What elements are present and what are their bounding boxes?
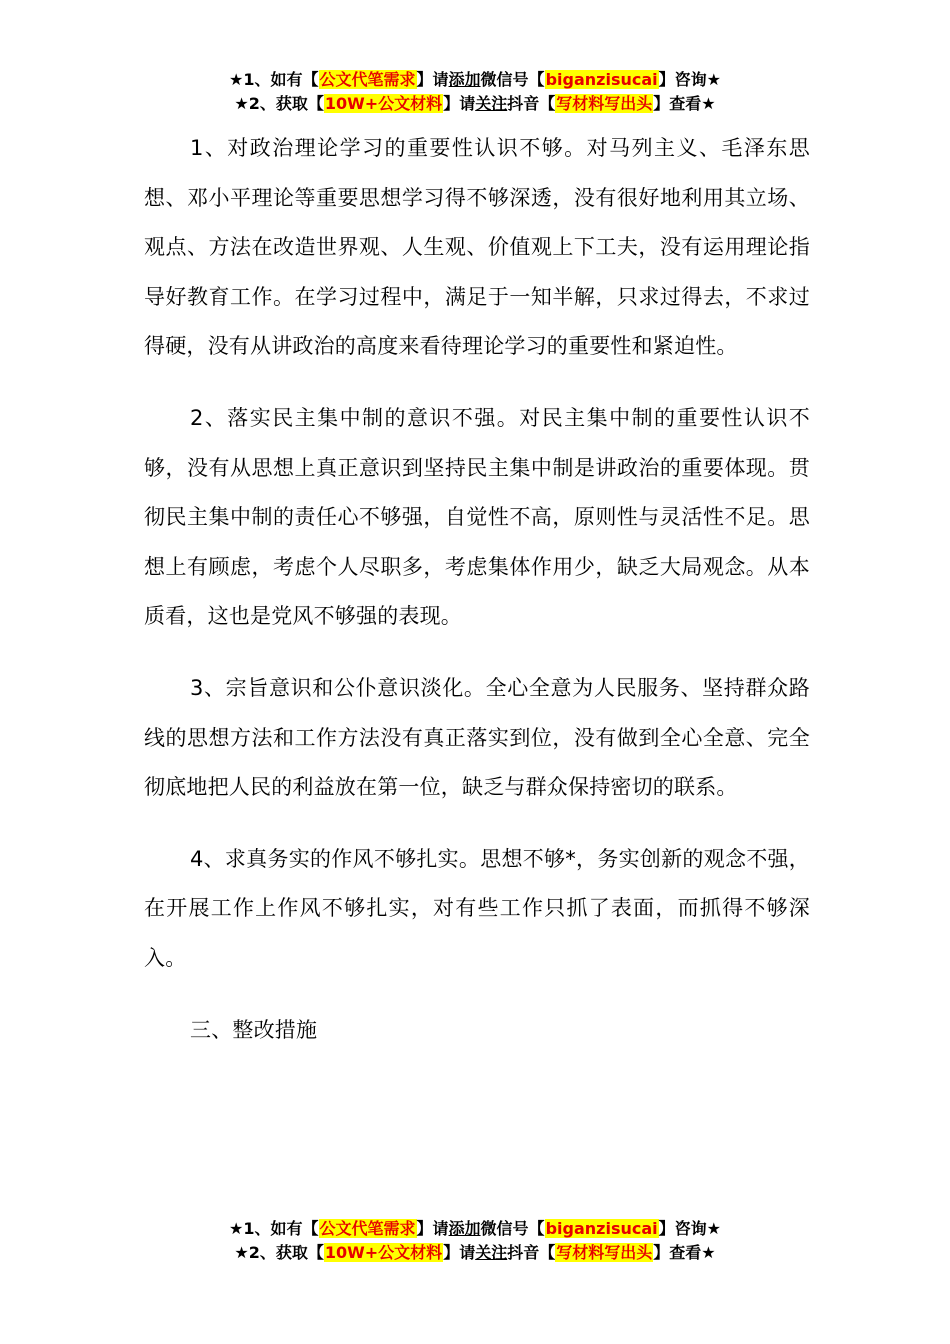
underlined-text: 关注: [475, 94, 508, 113]
highlight-materials: 10W+公文材料: [324, 1243, 443, 1262]
banner-text: 】请: [443, 94, 476, 113]
banner-text: 微信号【: [480, 1219, 545, 1238]
banner-text: 】请: [416, 1219, 449, 1238]
document-body: [144, 124, 810, 1055]
highlight-wechat-id: biganzisucai: [545, 70, 658, 89]
underlined-text: 添加: [448, 1219, 481, 1238]
header-banner: [0, 68, 950, 116]
banner-text: 】查看★: [653, 1243, 716, 1262]
banner-text: ★2、获取【: [234, 1243, 324, 1262]
banner-line-2: [0, 1241, 950, 1265]
paragraph-4: 4、求真务实的作风不够扎实。思想不够*，务实创新的观念不强，在开展工作上作风不够扎实，对有些工作只抓了表面，而抓得不够深入。: [144, 846, 810, 970]
highlight-materials: 10W+公文材料: [324, 94, 443, 113]
underlined-text: 添加: [448, 70, 481, 89]
banner-text: 】咨询★: [658, 1219, 721, 1238]
highlight-service: 公文代笔需求: [319, 70, 416, 89]
section-heading: 三、整改措施: [190, 1017, 318, 1042]
underlined-text: 关注: [475, 1243, 508, 1262]
banner-text: 抖音【: [507, 94, 556, 113]
highlight-douyin-account: 写材料写出头: [556, 94, 653, 113]
banner-text: ★1、如有【: [229, 70, 319, 89]
banner-text: 】请: [443, 1243, 476, 1262]
banner-text: 微信号【: [480, 70, 545, 89]
banner-text: 】请: [416, 70, 449, 89]
footer-banner: [0, 1217, 950, 1265]
paragraph-3: 3、宗旨意识和公仆意识淡化。全心全意为人民服务、坚持群众路线的思想方法和工作方法没有真正落实到位，没有做到全心全意、完全彻底地把人民的利益放在第一位，缺乏与群众保持密切的联系。: [144, 675, 810, 800]
banner-text: ★2、获取【: [234, 94, 324, 113]
banner-line-2: [0, 92, 950, 116]
highlight-wechat-id: biganzisucai: [545, 1219, 658, 1238]
banner-text: 抖音【: [507, 1243, 556, 1262]
paragraph-1: 1、对政治理论学习的重要性认识不够。对马列主义、毛泽东思想、邓小平理论等重要思想学习得不够深透，没有很好地利用其立场、观点、方法在改造世界观、人生观、价值观上下工夫，没有运用理论指导好教育工作。在学习过程中，满足于一知半解，只求过得去，不求过得硬，没有从讲政治的高度来看待理论学习的重要性和紧迫性。: [144, 136, 810, 359]
highlight-service: 公文代笔需求: [319, 1219, 416, 1238]
paragraph-2: 2、落实民主集中制的意识不强。对民主集中制的重要性认识不够，没有从思想上真正意识到坚持民主集中制是讲政治的重要体现。贯彻民主集中制的责任心不够强，自觉性不高，原则性与灵活性不足。思想上有顾虑，考虑个人尽职多，考虑集体作用少，缺乏大局观念。从本质看，这也是党风不够强的表现。: [144, 405, 810, 629]
banner-text: ★1、如有【: [229, 1219, 319, 1238]
banner-text: 】查看★: [653, 94, 716, 113]
banner-text: 】咨询★: [658, 70, 721, 89]
banner-line-1: [0, 68, 950, 92]
highlight-douyin-account: 写材料写出头: [556, 1243, 653, 1262]
banner-line-1: [0, 1217, 950, 1241]
